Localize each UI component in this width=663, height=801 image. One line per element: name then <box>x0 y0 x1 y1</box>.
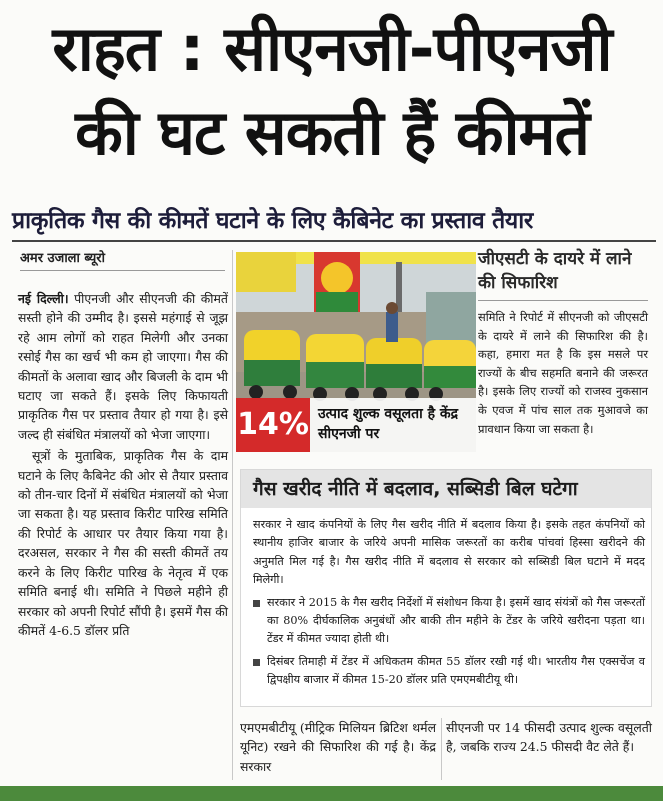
photo-caption <box>236 398 476 452</box>
dateline: नई दिल्ली। <box>18 291 69 306</box>
divider <box>478 300 648 301</box>
divider <box>20 270 225 271</box>
subheadline: प्राकृतिक गैस की कीमतें घटाने के लिए कैबिनेट का प्रस्ताव तैयार <box>12 208 533 234</box>
square-bullet-icon <box>253 659 260 666</box>
paragraph-1: पीएनजी और सीएनजी की कीमतें सस्ती होने की उम्मीद है। इससे महंगाई से जूझ रहे आम लोगों को राहत मिलेगी और उनका रसोई गैस का खर्च भी कम हो जाएगा। गैस की कीमतों के अलावा खाद और बिजली के दाम भी घटाए जा सकते हैं। इसके लिए किफायती प्राकृतिक गैस पर प्रस्ताव तैयार हो गया है। इसे जल्द ही संबंधित मंत्रालयों को भेजा जाएगा। <box>18 291 228 442</box>
headline-line-2: की घट सकती हैं कीमतें <box>75 96 589 169</box>
divider <box>12 240 656 242</box>
list-item <box>253 594 645 649</box>
list-item <box>253 653 645 690</box>
policy-change-box <box>240 469 652 707</box>
paragraph-2: सूत्रों के मुताबिक, प्राकृतिक गैस के दाम घटाने के लिए कैबिनेट की ओर से तैयार प्रस्ताव को तीन-चार दिनों में संबंधित मंत्रालयों को भेजा जा सकता है। यह प्रस्ताव किरीट पारिख समिति की रिपोर्ट के आधार पर तैयार किया गया है। दरअसल, सरकार ने गैस की सस्ती कीमतें तय करने के लिए किरीट पारिख के नेतृत्व में एक समिति बनाई थी। समिति ने पिछले महीने ही सरकार को अपनी रिपोर्ट सौंपी है। इसमें गैस की कीमतें 4-6.5 डॉलर प्रति <box>18 448 228 638</box>
column-divider <box>441 718 442 780</box>
box-intro: सरकार ने खाद कंपनियों के लिए गैस खरीद नीति में बदलाव किया है। इसके तहत कंपनियों को स्थानीय हाजिर बाजार के जरिये अपनी मासिक जरूरतों का करीब पांचवां हिस्सा खरीदने की अनुमति मिल गई है। गैस खरीद नीति में बदलाव से सरकार को सब्सिडी बिल घटाने में मदद मिलेगी। <box>253 518 645 587</box>
square-bullet-icon <box>253 600 260 607</box>
box-bullet-list <box>253 594 645 690</box>
sidebar-title: जीएसटी के दायरे में लाने की सिफारिश <box>478 249 632 293</box>
bullet-text: सरकार ने 2015 के गैस खरीद निर्देशों में संशोधन किया है। इसमें खाद संयंत्रों को गैस जरूरतों का 80% दीर्घकालिक अनुबंधों और बाकी तीन महीने के टेंडर के जरिये खरीदना पड़ता था। टेंडर में कीमत ज्यादा होती थी। <box>267 595 645 646</box>
headline-line-1: राहत : सीएनजी-पीएनजी <box>52 12 612 85</box>
bullet-text: दिसंबर तिमाही में टेंडर में अधिकतम कीमत 55 डॉलर रखी गई थी। भारतीय गैस एक्सचेंज व द्विपक्षीय बाजार में कीमत 15-20 डॉलर प्रति एमएमबीटीयू थी। <box>267 654 645 687</box>
bottom-middle-text: एमएमबीटीयू (मीट्रिक मिलियन ब्रिटिश थर्मल यूनिट) रखने की सिफारिश की गई है। केंद्र सरकार <box>240 720 436 774</box>
left-column-text <box>18 289 228 642</box>
box-header <box>241 470 651 508</box>
bottom-right-text: सीएनजी पर 14 फीसदी उत्पाद शुल्क वसूलती है, जबकि राज्य 24.5 फीसदी वैट लेते हैं। <box>446 720 652 755</box>
byline: अमर उजाला ब्यूरो <box>20 251 105 266</box>
column-divider <box>232 250 233 780</box>
box-title: गैस खरीद नीति में बदलाव, सब्सिडी बिल घटेगा <box>253 478 578 500</box>
sidebar-body: समिति ने रिपोर्ट में सीएनजी को जीएसटी के दायरे में लाने की सिफारिश की है। कहा, हमारा मत है कि इस मसले पर राज्यों के बीच सहमति बनाने की जरूरत है। इसके लिए राज्यों को राजस्व नुकसान के एवज में पांच साल तक मुआवजे का प्रावधान किया जा सकता है। <box>478 310 648 436</box>
page-border-band <box>0 786 663 801</box>
excise-percent-badge: 14% <box>236 398 310 452</box>
photo-caption-text: उत्पाद शुल्क वसूलता है केंद्र सीएनजी पर <box>318 406 459 442</box>
box-body <box>253 516 645 690</box>
headline <box>12 6 652 174</box>
